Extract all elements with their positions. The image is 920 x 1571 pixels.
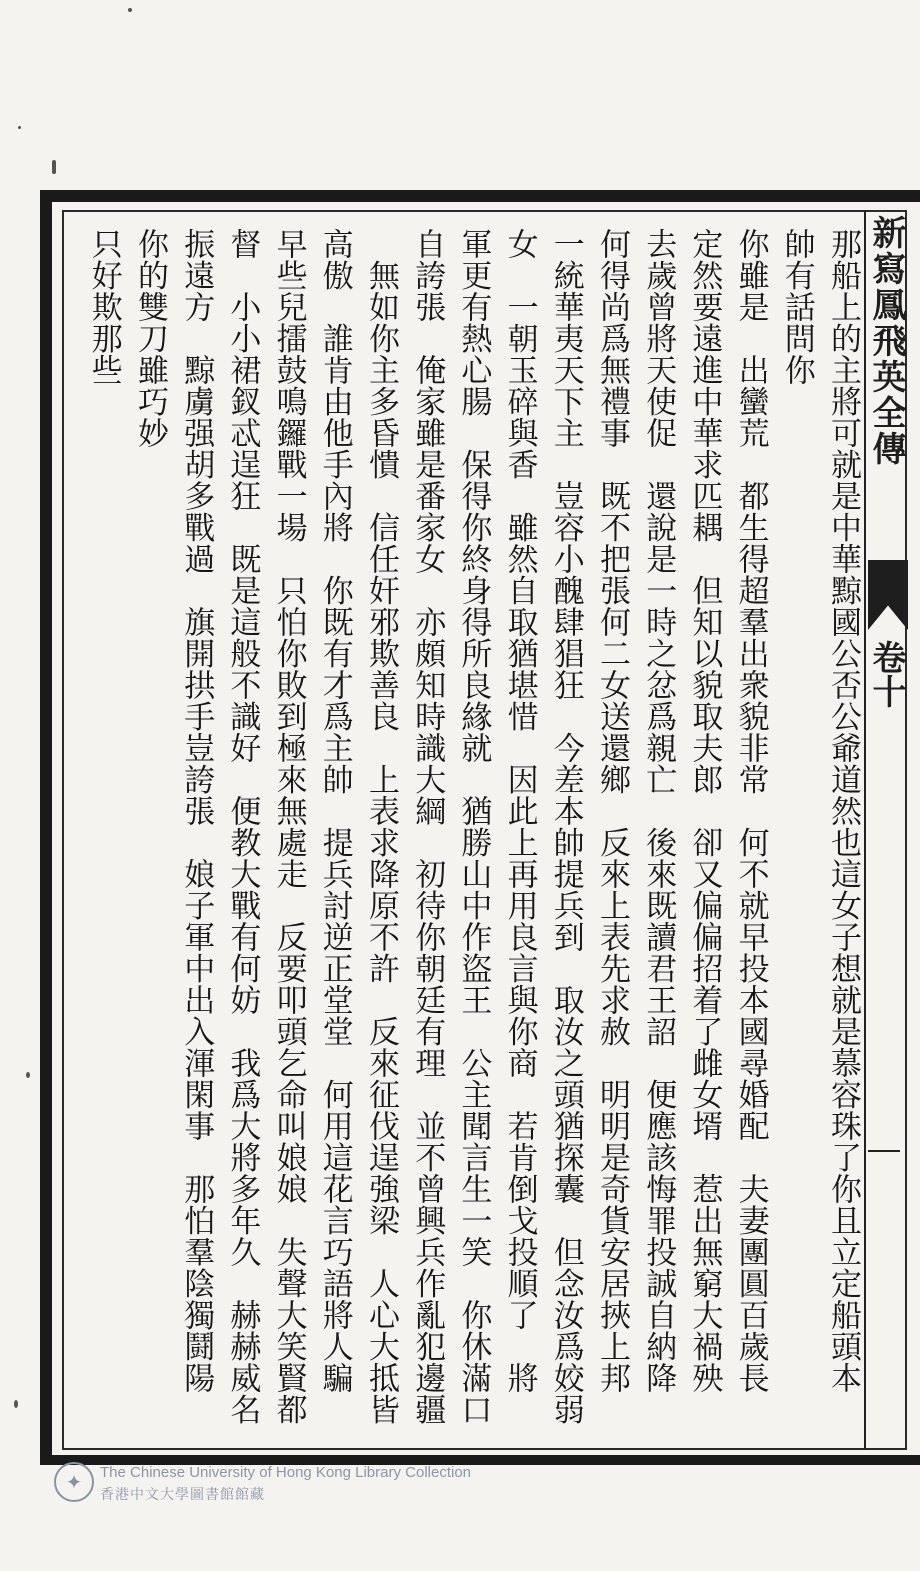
paper-speck	[26, 1072, 30, 1078]
text-column: 自誇張 俺家雖是番家女 亦頗知時識大綱 初待你朝廷有理 並不曾興兵作亂犯邊疆	[409, 228, 446, 1425]
paper-speck	[52, 160, 56, 174]
watermark-chinese: 香港中文大學圖書館館藏	[100, 1487, 265, 1503]
text-column: 帥有話問你	[778, 228, 815, 386]
paper-speck	[128, 8, 132, 12]
watermark-english: The Chinese University of Hong Kong Library Collection	[100, 1464, 472, 1481]
text-column: 無如你主多昏憒 信任奸邪欺善良 上表求降原不許 反來征伐逞強梁 人心大抵皆	[363, 228, 399, 1425]
text-column: 一統華夷天下主 豈容小醜肆猖狂 今差本帥提兵到 取汝之頭猶探囊 但念汝爲姣弱	[547, 228, 584, 1425]
text-column: 你雖是 出蠻荒 都生得超羣出衆貌非常 何不就早投本國尋婚配 夫妻團圓百歲長	[732, 228, 769, 1394]
text-column: 那船上的主將可就是中華黥國公否公爺道然也這女子想就是慕容珠了你且立定船頭本	[825, 228, 861, 1394]
chapter-mark: 卷十	[866, 640, 906, 708]
text-column: 去歲曾將天使促 還說是一時之忿爲親亡 後來既讀君王詔 便應該悔罪投誠自納降	[640, 228, 677, 1394]
paper-speck	[14, 1400, 18, 1408]
text-column: 你的雙刀雖巧妙	[132, 228, 168, 449]
cuhk-library-seal-icon: ✦	[54, 1462, 94, 1502]
paper-speck	[18, 126, 21, 129]
text-column: 女 一朝玉碎與香 雖然自取猶堪惜 因此上再用良言與你商 若肯倒戈投順了 將	[501, 228, 538, 1394]
text-column: 早些兒擂鼓鳴鑼戰一場 只怕你敗到極來無處走 反要叩頭乞命叫娘娘 失聲大笑賢都	[270, 228, 307, 1425]
margin-tick	[868, 1150, 900, 1152]
text-column: 高傲 誰肯由他手內將 你既有才爲主帥 提兵討逆正堂堂 何用這花言巧語將人騙	[316, 228, 353, 1394]
text-column: 督 小小裙釵忒逞狂 既是這般不識好 便教大戰有何妨 我爲大將多年久 赫赫威名	[224, 228, 261, 1425]
text-column: 定然要遠進中華求匹耦 但知以貌取夫郎 卻又偏偏招着了雌女壻 惹出無窮大禍殃	[686, 228, 723, 1394]
text-column: 只好欺那些	[85, 228, 122, 386]
running-title: 新寫鳳飛英全傳	[866, 215, 906, 467]
text-column: 何得尚爲無禮事 既不把張何二女送還鄉 反來上表先求赦 明明是奇貨安居挾上邦	[594, 228, 630, 1394]
text-column: 軍更有熱心腸 保得你終身得所良緣就 猶勝山中作盜王 公主聞言生一笑 你休滿口	[455, 228, 492, 1425]
text-column: 振遠方 黥虜强胡多戰過 旗開拱手豈誇張 娘子軍中出入渾閑事 那怕羣陰獨鬪陽	[178, 228, 215, 1394]
